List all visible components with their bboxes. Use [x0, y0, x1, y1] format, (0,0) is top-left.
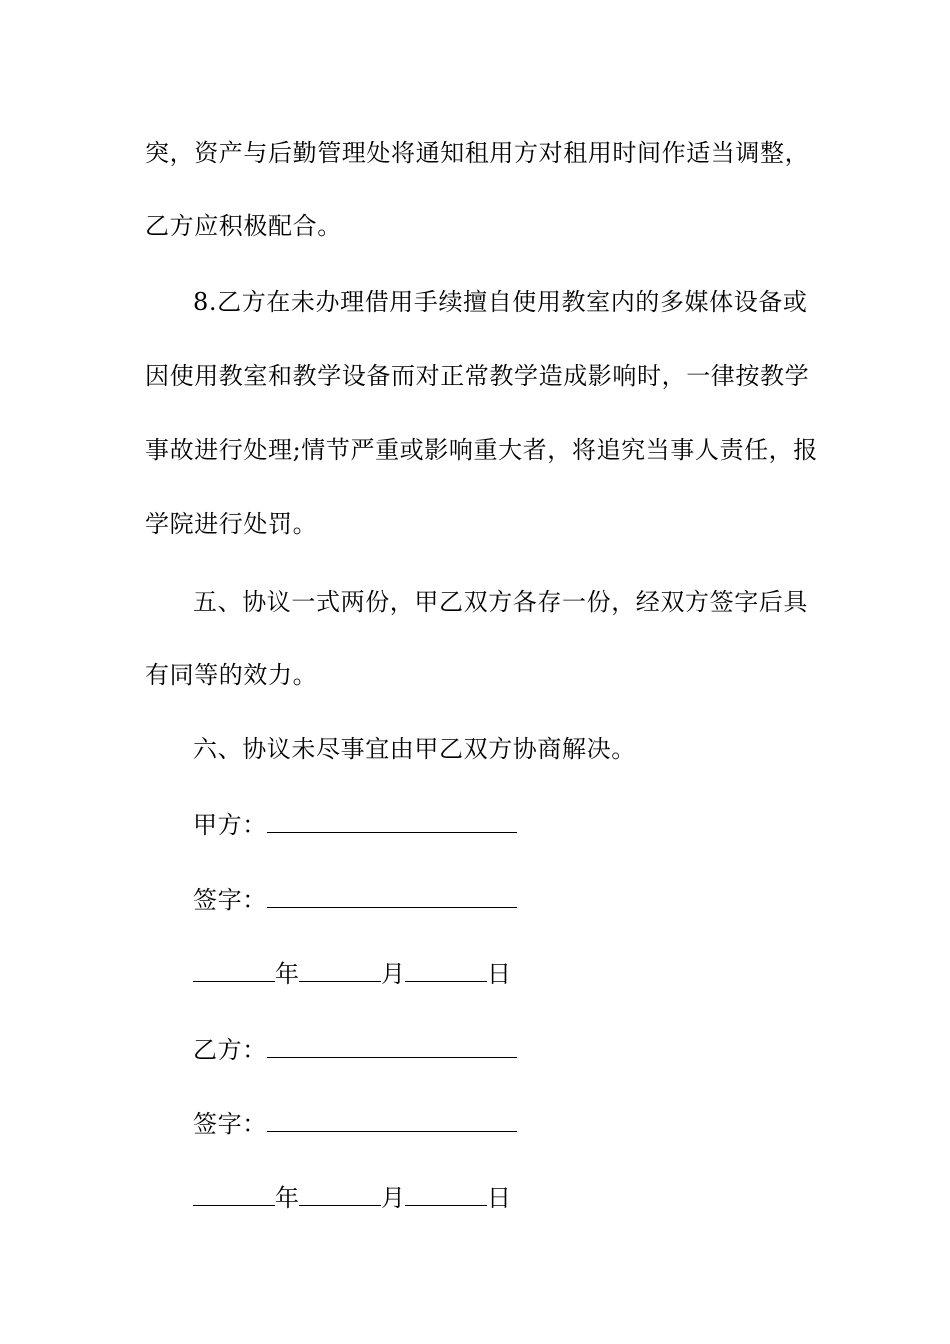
paragraph-line: 乙方应积极配合。 [145, 212, 342, 240]
party-a-sign-row [193, 885, 517, 915]
party-b-sign-label: 签字： [193, 1110, 267, 1138]
party-b-row [193, 1035, 517, 1065]
party-a-month-label: 月 [381, 960, 405, 988]
paragraph-line: 8.乙方在未办理借用手续擅自使用教室内的多媒体设备或 [193, 288, 808, 316]
paragraph-line: 学院进行处罚。 [145, 510, 318, 538]
party-b-day-label: 日 [487, 1184, 511, 1212]
party-a-sign-label: 签字： [193, 886, 267, 914]
party-a-year-label: 年 [275, 960, 299, 988]
party-b-sign-row [193, 1109, 517, 1139]
paragraph-line: 有同等的效力。 [145, 661, 318, 689]
party-b-label: 乙方： [193, 1036, 267, 1064]
party-b-year-field[interactable] [193, 1183, 275, 1206]
paragraph-line: 六、协议未尽事宜由甲乙双方协商解决。 [193, 735, 636, 763]
party-a-label: 甲方： [193, 811, 267, 839]
paragraph-line: 事故进行处理;情节严重或影响重大者，将追究当事人责任，报 [145, 436, 818, 464]
party-a-year-field[interactable] [193, 959, 275, 982]
paragraph-line: 突，资产与后勤管理处将通知租用方对租用时间作适当调整， [145, 139, 810, 167]
party-a-month-field[interactable] [299, 959, 381, 982]
paragraph-line: 五、协议一式两份，甲乙双方各存一份，经双方签字后具 [193, 588, 808, 616]
paragraph-line: 因使用教室和教学设备而对正常教学造成影响时，一律按教学 [145, 362, 810, 390]
party-b-day-field[interactable] [405, 1183, 487, 1206]
party-b-month-field[interactable] [299, 1183, 381, 1206]
party-b-sign-field[interactable] [267, 1109, 517, 1132]
party-a-day-field[interactable] [405, 959, 487, 982]
party-a-field[interactable] [267, 810, 517, 833]
party-b-date-row [193, 1183, 511, 1213]
party-b-month-label: 月 [381, 1184, 405, 1212]
party-a-sign-field[interactable] [267, 885, 517, 908]
party-b-field[interactable] [267, 1035, 517, 1058]
party-a-date-row [193, 959, 511, 989]
party-a-row [193, 810, 517, 840]
party-b-year-label: 年 [275, 1184, 299, 1212]
party-a-day-label: 日 [487, 960, 511, 988]
